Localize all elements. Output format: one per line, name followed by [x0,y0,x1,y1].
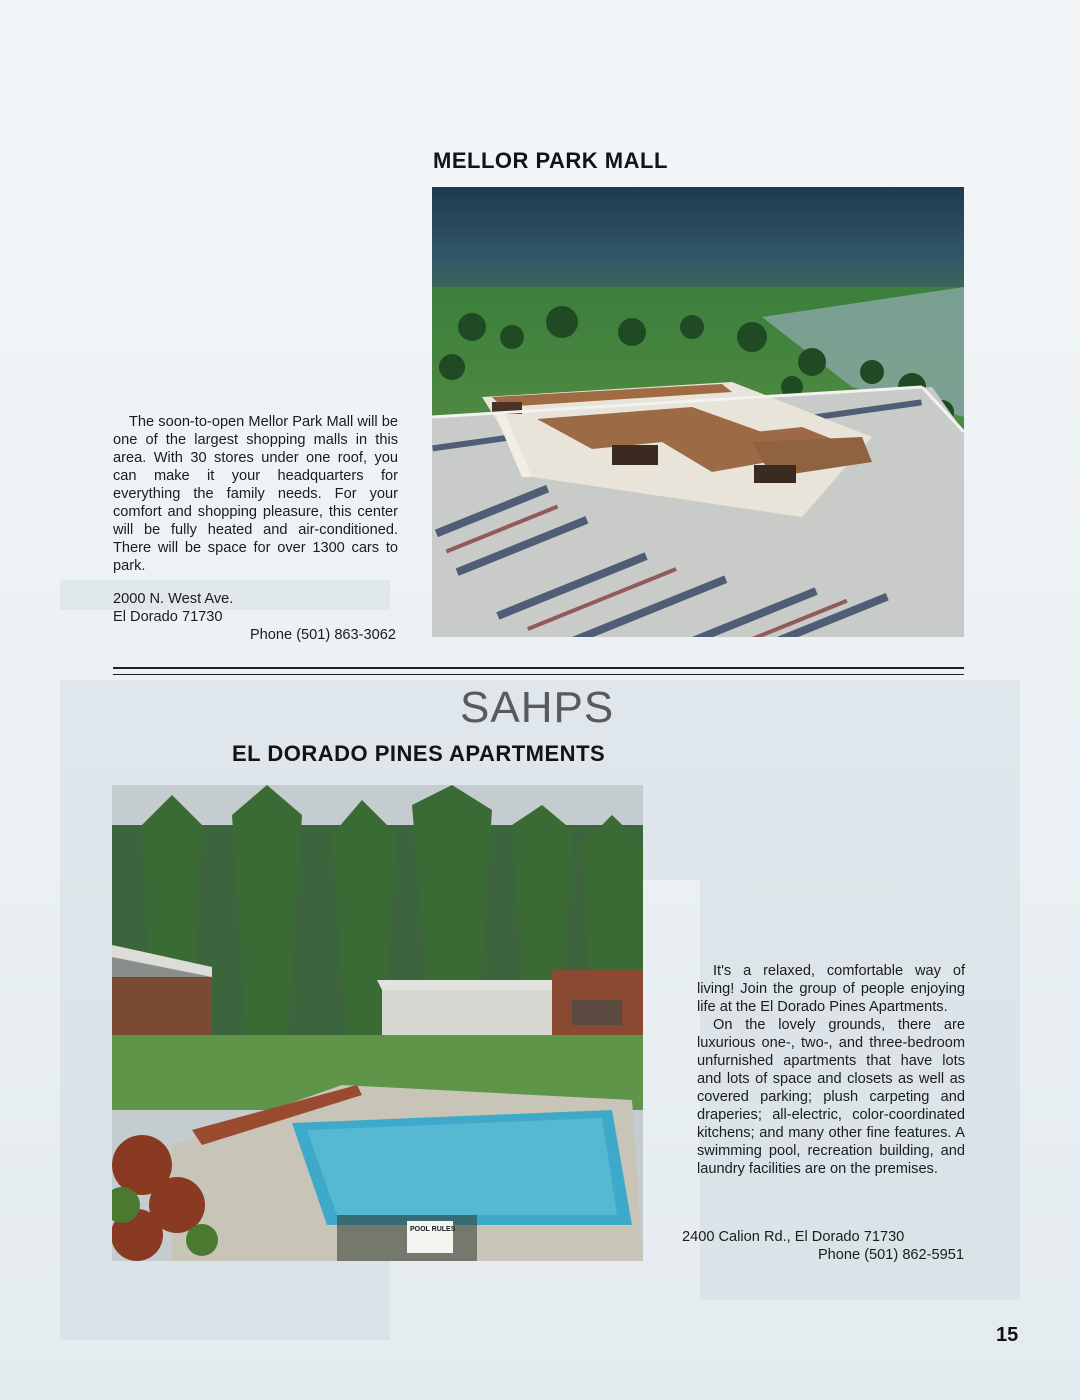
section-divider-bottom [113,674,964,675]
apartments-paragraph-2: On the lovely grounds, there are luxurious one-, two-, and three-bedroom unfurnished apartments that have lots and lots of space and closets as well as covered parking; plush carpeting and draperies; all-electric, color-coordinated kitchens; and many other fine features. A swimming pool, recreation building, and laundry facilities are on the premises. [697,1017,965,1177]
mall-address-line2: El Dorado 71730 [113,609,223,625]
aerial-mall-illustration-icon [432,187,964,637]
apartments-address: 2400 Calion Rd., El Dorado 71730 [682,1229,905,1245]
pool-sign-text: POOL RULES [410,1226,456,1233]
mall-paragraph: The soon-to-open Mellor Park Mall will be one of the largest shopping malls in this area. With 30 stores under one roof, you can make it your headquarters for everything the family needs. For your comfort and shopping pleasure, this center will be fully heated and air-conditioned. There will be space for over 1300 cars to park. [113,414,398,574]
mall-photo [432,187,964,637]
mall-title: MELLOR PARK MALL [433,148,668,173]
apartments-phone: Phone (501) 862-5951 [817,1247,964,1263]
apartments-title: EL DORADO PINES APARTMENTS [232,741,606,766]
mall-phone: Phone (501) 863-3062 [249,627,396,643]
section-divider-top [113,667,964,669]
watermark: SAHPS [460,683,615,732]
apartment-pool-photo-icon [112,785,643,1261]
apartments-photo [112,785,643,1261]
apartments-description [697,962,965,1178]
mall-description [113,413,398,575]
page-number: 15 [996,1324,1019,1346]
apartments-paragraph-1: It's a relaxed, comfortable way of living! Join the group of people enjoying life at the El Dorado Pines Apartments. [697,963,965,1015]
mall-address-line1: 2000 N. West Ave. [113,591,234,607]
